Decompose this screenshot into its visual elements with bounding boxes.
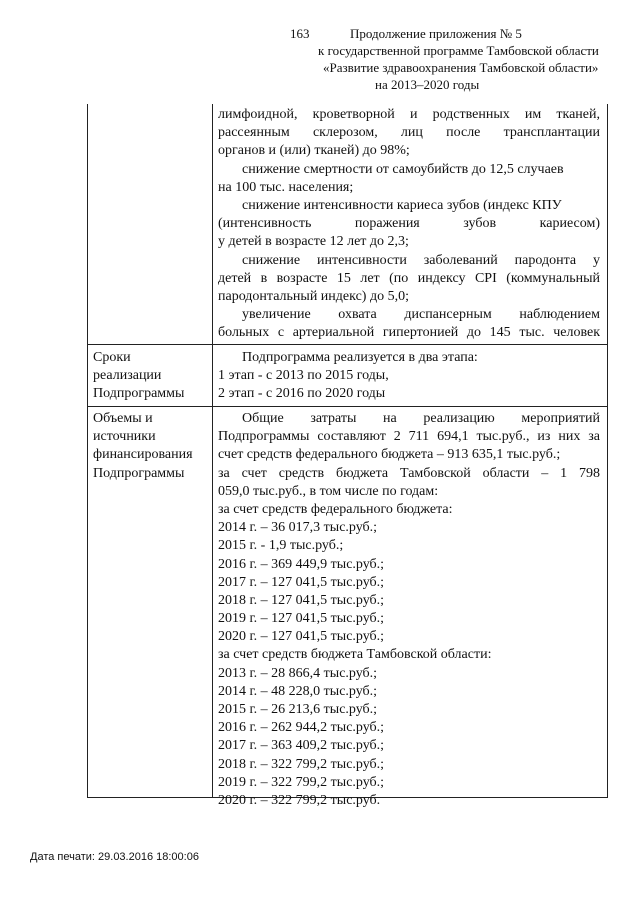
row1-line: лимфоидной, кроветворной и родственных им тканей, — [218, 107, 600, 122]
program-table — [87, 104, 608, 808]
table-column-divider — [212, 104, 213, 798]
row3-line: 2020 г. – 127 041,5 тыс.руб.; — [218, 629, 385, 645]
table-border-left — [87, 104, 88, 798]
table-border-right — [607, 104, 608, 798]
row1-line: (интенсивность поражения зубов кариесом) — [218, 216, 600, 232]
row3-line: 059,0 тыс.руб., в том числе по годам: — [218, 483, 439, 499]
row3-line: 2014 г. – 48 228,0 тыс.руб.; — [218, 683, 378, 699]
row3-line: за счет средств бюджета Тамбовской области: — [218, 647, 492, 663]
row-divider-1 — [87, 344, 608, 345]
row1-line: на 100 тыс. населения; — [218, 179, 354, 195]
row1-line: увеличение охвата диспансерным наблюдением — [242, 307, 600, 323]
row1-line: органов и (или) тканей) до 98%; — [218, 143, 410, 159]
row3-line: 2015 г. - 1,9 тыс.руб.; — [218, 538, 344, 554]
row3-line: 2017 г. – 363 409,2 тыс.руб.; — [218, 738, 385, 754]
row1-line: снижение интенсивности заболеваний пародонта у — [242, 252, 600, 268]
row3-line: 2020 г. – 322 799,2 тыс.руб. — [218, 792, 381, 808]
row2-content — [218, 349, 600, 404]
row3-line: счет средств федерального бюджета – 913 635,1 тыс.руб.; — [218, 447, 561, 463]
print-date-footer: Дата печати: 29.03.2016 18:00:06 — [30, 851, 199, 863]
header-line-2: к государственной программе Тамбовской области — [318, 43, 599, 58]
row2-line: 1 этап - с 2013 по 2015 годы, — [218, 368, 389, 384]
row1-line: пародонтальный индекс) до 5,0; — [218, 288, 409, 304]
row1-line: больных с артериальной гипертонией до 145 тыс. человек — [218, 325, 600, 341]
row3-content — [218, 410, 600, 810]
row1-line: снижение смертности от самоубийств до 12,5 случаев — [242, 161, 564, 177]
row3-label-line: источники — [93, 429, 156, 445]
row3-line: 2015 г. – 26 213,6 тыс.руб.; — [218, 702, 378, 717]
header-line-3: «Развитие здравоохранения Тамбовской области» — [323, 60, 599, 75]
row2-label-line: Подпрограммы — [93, 386, 185, 402]
page-header — [0, 0, 640, 100]
row3-label-line: финансирования — [93, 447, 193, 463]
row2-label-line: реализации — [93, 368, 162, 384]
row1-line: снижение интенсивности кариеса зубов (индекс КПУ — [242, 197, 562, 213]
row3-line: 2016 г. – 369 449,9 тыс.руб.; — [218, 556, 385, 572]
row1-line: детей в возрасте 15 лет (по индексу CPI (коммунальный — [218, 270, 600, 286]
row3-line: 2019 г. – 127 041,5 тыс.руб.; — [218, 611, 385, 627]
row3-line: 2016 г. – 262 944,2 тыс.руб.; — [218, 720, 385, 736]
row1-content — [218, 106, 600, 342]
row3-line: 2014 г. – 36 017,3 тыс.руб.; — [218, 520, 378, 536]
row2-line: Подпрограмма реализуется в два этапа: — [242, 350, 478, 365]
row3-label-line: Подпрограммы — [93, 465, 185, 481]
row2-label — [93, 349, 184, 404]
row3-line: 2017 г. – 127 041,5 тыс.руб.; — [218, 574, 385, 590]
header-line-4: на 2013–2020 годы — [375, 77, 480, 92]
page-number: 163 — [290, 26, 310, 41]
row3-line: 2018 г. – 127 041,5 тыс.руб.; — [218, 592, 385, 608]
row3-line: Общие затраты на реализацию мероприятий — [242, 411, 600, 426]
row1-line: у детей в возрасте 12 лет до 2,3; — [218, 234, 409, 250]
row-divider-2 — [87, 406, 608, 407]
header-line-1: Продолжение приложения № 5 — [350, 26, 522, 41]
row2-line: 2 этап - с 2016 по 2020 годы — [218, 386, 386, 402]
row3-line: 2018 г. – 322 799,2 тыс.руб.; — [218, 756, 385, 772]
row3-line: Подпрограммы составляют 2 711 694,1 тыс.руб., из них за — [218, 429, 600, 445]
row3-line: за счет средств федерального бюджета: — [218, 501, 453, 517]
row3-label — [93, 410, 193, 483]
row3-line: 2013 г. – 28 866,4 тыс.руб.; — [218, 665, 378, 681]
row3-label-line: Объемы и — [93, 411, 153, 426]
row3-line: 2019 г. – 322 799,2 тыс.руб.; — [218, 774, 385, 790]
row2-label-line: Сроки — [93, 350, 131, 365]
row3-line: за счет средств бюджета Тамбовской области – 1 798 — [218, 465, 600, 481]
row1-line: рассеянным склерозом, лиц после трансплантации — [218, 125, 600, 141]
